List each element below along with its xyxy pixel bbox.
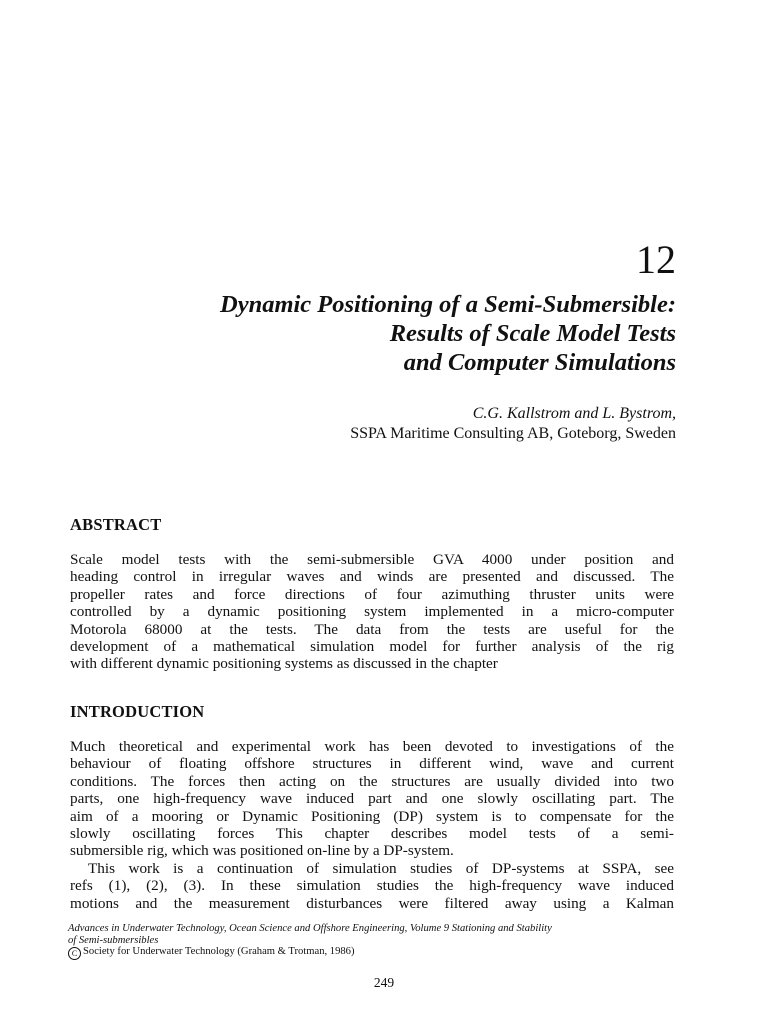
page-number: 249: [373, 975, 395, 990]
chapter-title-line: Dynamic Positioning of a Semi-Submersible:: [220, 291, 676, 318]
text-line: aim of a mooring or Dynamic Positioning (DP) system is to compensate for the: [70, 807, 674, 825]
copyright-text: Society for Underwater Technology (Graham & Trotman, 1986): [83, 946, 355, 957]
introduction-paragraph: [70, 738, 674, 912]
text-line: behaviour of floating offshore structures in different wind, wave and current: [70, 755, 674, 773]
text-line: with different dynamic positioning systems as discussed in the chapter: [70, 655, 498, 673]
text-line: refs (1), (2), (3). In these simulation studies the high-frequency wave induced: [70, 877, 674, 895]
text-line: Motorola 68000 at the tests. The data from the tests are useful for the: [70, 620, 674, 638]
text-line: development of a mathematical simulation model for further analysis of the rig: [70, 638, 674, 656]
chapter-title-line: and Computer Simulations: [403, 349, 676, 376]
copyright-line: [68, 946, 678, 960]
text-line: heading control in irregular waves and winds are presented and discussed. The: [70, 568, 674, 586]
text-line: parts, one high-frequency wave induced part and one slowly oscillating part. The: [70, 790, 674, 808]
series-citation: Advances in Underwater Technology, Ocean Science and Offshore Engineering, Volume 9 Stationing and Stability: [68, 923, 552, 934]
copyright-icon: C: [68, 947, 81, 960]
author-block: [116, 404, 676, 444]
text-line: slowly oscillating forces This chapter describes model tests of a semi-: [70, 825, 674, 843]
text-line: propeller rates and force directions of four azimuthing thruster units were: [70, 585, 674, 603]
text-line: controlled by a dynamic positioning system implemented in a micro-computer: [70, 603, 674, 621]
authors: C.G. Kallstrom and L. Bystrom,: [472, 405, 676, 422]
chapter-title: [36, 290, 676, 377]
text-line: motions and the measurement disturbances were filtered away using a Kalman: [70, 894, 674, 912]
abstract-heading: ABSTRACT: [70, 515, 162, 534]
footnote: [68, 923, 678, 960]
text-line: Much theoretical and experimental work has been devoted to investigations of the: [70, 738, 674, 755]
text-line: submersible rig, which was positioned on-line by a DP-system.: [70, 842, 454, 860]
text-line: conditions. The forces then acting on the structures are usually divided into two: [70, 772, 674, 790]
affiliation: SSPA Maritime Consulting AB, Goteborg, Sweden: [350, 425, 676, 442]
chapter-title-line: Results of Scale Model Tests: [389, 320, 676, 347]
introduction-heading: INTRODUCTION: [70, 702, 205, 721]
text-line: This work is a continuation of simulation studies of DP-systems at SSPA, see: [88, 859, 674, 877]
text-line: Scale model tests with the semi-submersible GVA 4000 under position and: [70, 551, 674, 568]
abstract-paragraph: [70, 551, 674, 673]
series-citation-continued: of Semi-submersibles: [68, 934, 159, 946]
chapter-number: 12: [636, 237, 676, 282]
